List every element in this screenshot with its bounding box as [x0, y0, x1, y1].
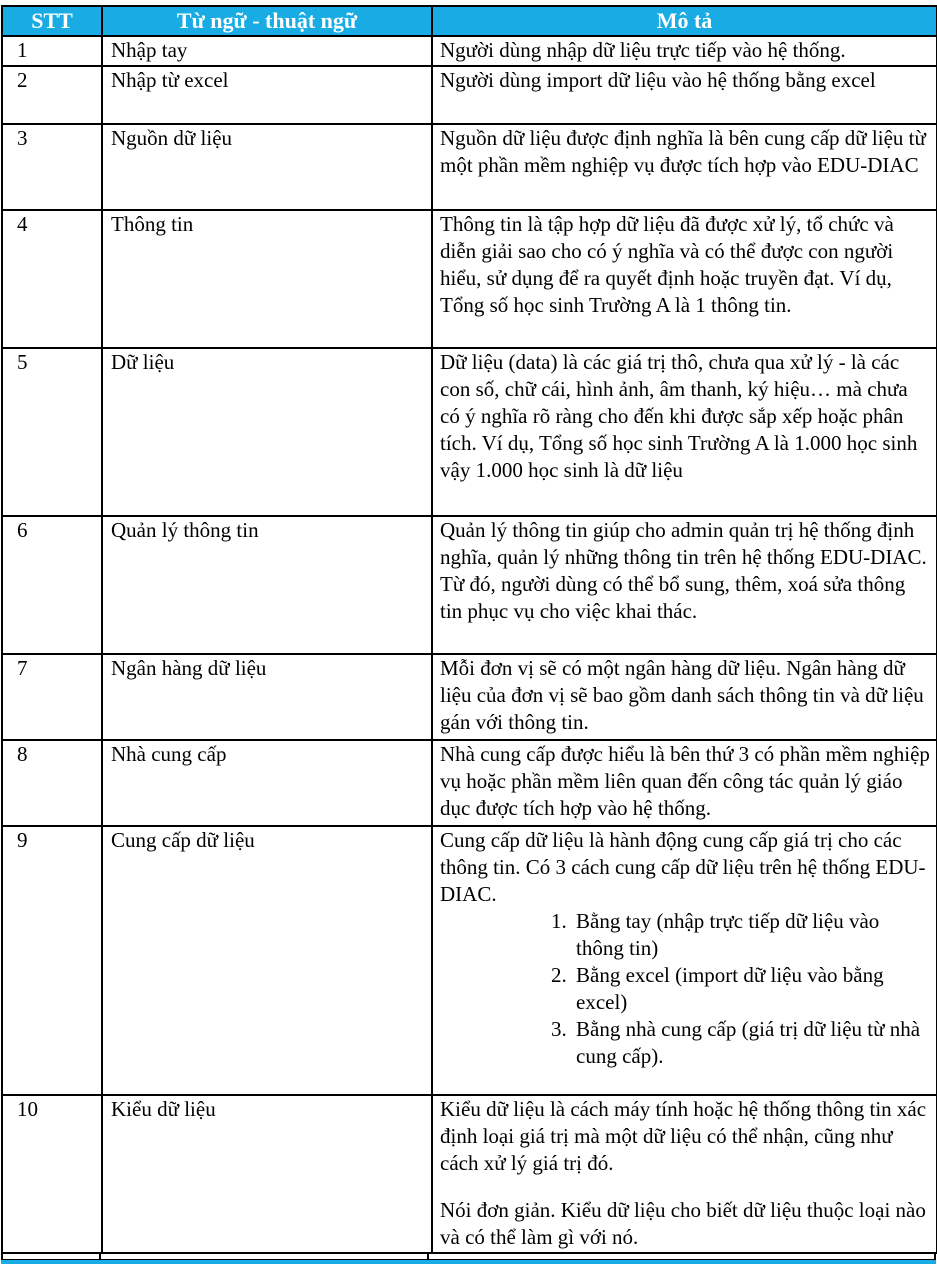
table-row — [2, 210, 937, 348]
term-cell: Nguồn dữ liệu — [102, 124, 432, 210]
stt-cell: 8 — [2, 740, 102, 826]
term-cell: Thông tin — [102, 210, 432, 348]
desc-paragraph: Mỗi đơn vị sẽ có một ngân hàng dữ liệu. Ngân hàng dữ liệu của đơn vị sẽ bao gồm danh sách thông tin và dữ liệu gán với thông tin. — [440, 656, 924, 734]
stt-cell: 4 — [2, 210, 102, 348]
table-row — [2, 348, 937, 516]
header-term: Từ ngữ - thuật ngữ — [102, 6, 432, 36]
header-stt: STT — [2, 6, 102, 36]
stt-cell: 3 — [2, 124, 102, 210]
term-cell: Kiểu dữ liệu — [102, 1095, 432, 1253]
desc-cell — [432, 36, 937, 66]
term-cell: Nhập tay — [102, 36, 432, 66]
desc-paragraph: Nguồn dữ liệu được định nghĩa là bên cung cấp dữ liệu từ một phần mềm nghiệp vụ được tích hợp vào EDU-DIAC — [440, 126, 926, 177]
stt-cell: 5 — [2, 348, 102, 516]
desc-cell — [432, 1095, 937, 1253]
desc-paragraph: Nhà cung cấp được hiểu là bên thứ 3 có phần mềm nghiệp vụ hoặc phần mềm liên quan đến công tác quản lý giáo dục được tích hợp vào hệ thống. — [440, 742, 930, 820]
desc-paragraph: Nói đơn giản. Kiểu dữ liệu cho biết dữ liệu thuộc loại nào và có thể làm gì với nó. — [440, 1198, 926, 1249]
desc-cell — [432, 740, 937, 826]
next-page-header-strip — [1, 1259, 936, 1264]
term-cell: Quản lý thông tin — [102, 516, 432, 654]
term-cell: Nhập từ excel — [102, 66, 432, 124]
desc-paragraph: Cung cấp dữ liệu là hành động cung cấp giá trị cho các thông tin. Có 3 cách cung cấp dữ liệu trên hệ thống EDU-DIAC. — [440, 828, 926, 906]
table-row — [2, 66, 937, 124]
table-row — [2, 36, 937, 66]
table-row — [2, 740, 937, 826]
next-row-sliver — [1, 1254, 936, 1259]
next-row-sliver-term-cell — [101, 1254, 429, 1259]
stt-cell: 1 — [2, 36, 102, 66]
term-cell: Cung cấp dữ liệu — [102, 826, 432, 1095]
table-row — [2, 826, 937, 1095]
term-cell: Dữ liệu — [102, 348, 432, 516]
stt-cell: 10 — [2, 1095, 102, 1253]
term-cell: Nhà cung cấp — [102, 740, 432, 826]
next-row-sliver-stt-cell — [3, 1254, 101, 1259]
desc-cell — [432, 124, 937, 210]
next-row-sliver-desc-cell — [429, 1254, 934, 1259]
desc-paragraph: Dữ liệu (data) là các giá trị thô, chưa qua xử lý - là các con số, chữ cái, hình ảnh, âm thanh, ký hiệu… mà chưa có ý nghĩa rõ ràng cho đến khi được sắp xếp hoặc phân tích. Ví dụ, Tổng số học sinh Trường A là 1.000 học sinh vậy 1.000 học sinh là dữ liệu — [440, 350, 918, 482]
stt-cell: 9 — [2, 826, 102, 1095]
desc-cell — [432, 348, 937, 516]
desc-paragraph: Quản lý thông tin giúp cho admin quản trị hệ thống định nghĩa, quản lý những thông tin trên hệ thống EDU-DIAC. Từ đó, người dùng có thể bổ sung, thêm, xoá sửa thông tin phục vụ cho việc khai thác. — [440, 518, 927, 623]
desc-numbered-list — [440, 908, 930, 1070]
desc-paragraph: Người dùng import dữ liệu vào hệ thống bằng excel — [440, 68, 876, 92]
desc-list-item: 3. Bằng nhà cung cấp (giá trị dữ liệu từ nhà cung cấp). — [572, 1016, 930, 1070]
table-row — [2, 654, 937, 740]
desc-cell — [432, 66, 937, 124]
desc-cell — [432, 516, 937, 654]
table-header-row — [2, 6, 937, 36]
table-row — [2, 516, 937, 654]
stt-cell: 2 — [2, 66, 102, 124]
desc-cell — [432, 826, 937, 1095]
desc-cell — [432, 210, 937, 348]
stt-cell: 7 — [2, 654, 102, 740]
stt-cell: 6 — [2, 516, 102, 654]
desc-paragraph: Thông tin là tập hợp dữ liệu đã được xử lý, tổ chức và diễn giải sao cho có ý nghĩa và có thể được con người hiểu, sử dụng để ra quyết định hoặc truyền đạt. Ví dụ, Tổng số học sinh Trường A là 1 thông tin. — [440, 212, 894, 317]
desc-paragraph: Người dùng nhập dữ liệu trực tiếp vào hệ thống. — [440, 38, 846, 62]
terminology-table — [1, 5, 937, 1254]
desc-cell — [432, 654, 937, 740]
desc-list-item: 1. Bằng tay (nhập trực tiếp dữ liệu vào thông tin) — [572, 908, 930, 962]
desc-list-item: 2. Bằng excel (import dữ liệu vào bằng excel) — [572, 962, 930, 1016]
term-cell: Ngân hàng dữ liệu — [102, 654, 432, 740]
table-row — [2, 124, 937, 210]
header-desc: Mô tả — [432, 6, 937, 36]
desc-paragraph: Kiểu dữ liệu là cách máy tính hoặc hệ thống thông tin xác định loại giá trị mà một dữ liệu có thể nhận, cũng như cách xử lý giá trị đó. — [440, 1097, 927, 1175]
table-row — [2, 1095, 937, 1253]
